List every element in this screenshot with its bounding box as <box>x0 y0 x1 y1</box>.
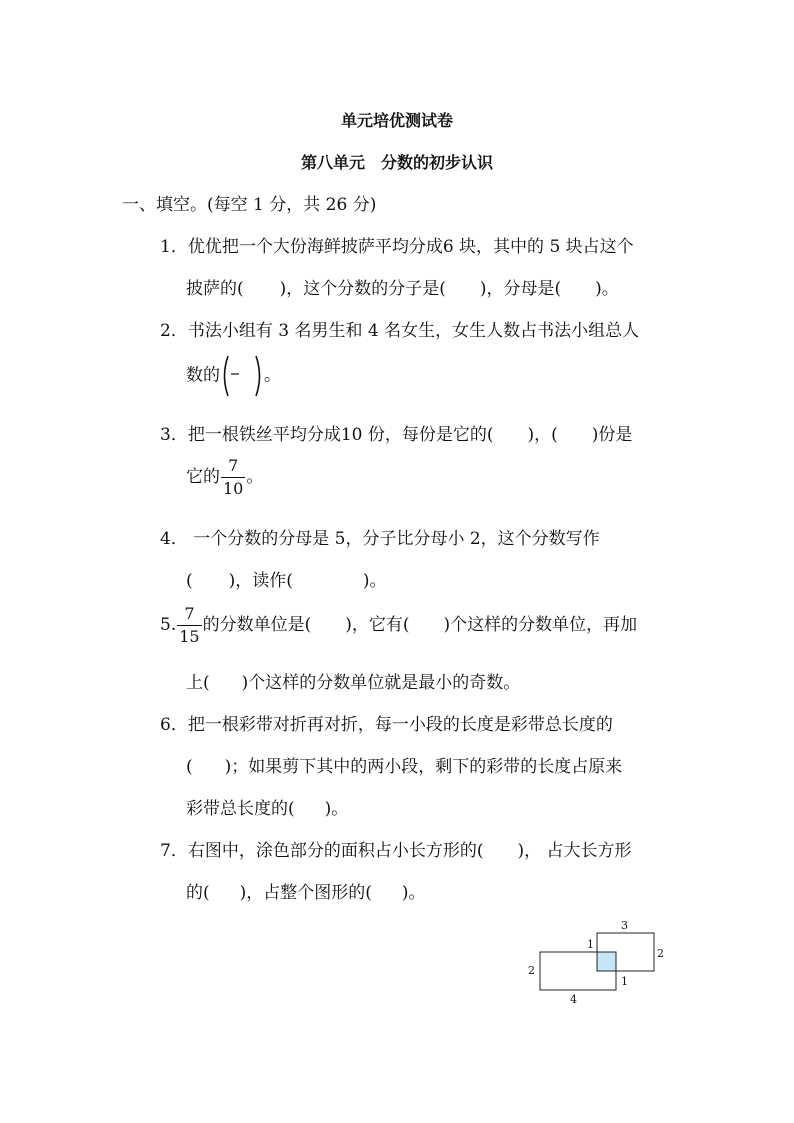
question-text: 的分数单位是( <box>202 615 312 635</box>
shaded-overlap-region <box>597 952 616 971</box>
question-text: ( <box>186 571 193 591</box>
question-text: 数的 <box>186 365 220 386</box>
question-text: 书法小组有 3 名男生和 4 名女生，女生人数占书法小组总人 <box>187 321 640 341</box>
fraction-answer-blank[interactable] <box>220 354 264 398</box>
question-4-line-1 <box>160 524 600 549</box>
question-text: 披萨的( <box>186 279 244 299</box>
question-text: )，占整个图形的( <box>239 883 372 903</box>
question-text: 优优把一个大份海鲜披萨平均分成6 块，其中的 5 块占这个 <box>187 237 634 257</box>
question-text: 上( <box>186 673 210 693</box>
question-text: 右图中，涂色部分的面积占小长方形的( <box>187 841 484 861</box>
question-text: 。 <box>246 467 264 487</box>
question-1-line-1 <box>160 232 634 257</box>
question-text: )。 <box>401 883 426 903</box>
question-text: )；如果剪下其中的两小段，剩下的彩带的长度占原来 <box>224 757 623 777</box>
question-text: 彩带总长度的( <box>186 799 295 819</box>
fraction-denominator: 15 <box>179 627 200 646</box>
rectangle-figure <box>522 915 672 1010</box>
question-5-line-1 <box>160 606 637 645</box>
question-text: )，( <box>527 425 558 445</box>
question-text: )，这个分数的分子是( <box>279 279 446 299</box>
question-number: 2． <box>160 321 188 341</box>
label-big-left: 2 <box>528 964 535 977</box>
question-number: 5. <box>160 615 177 635</box>
question-1-line-2 <box>186 274 619 299</box>
question-6-line-2 <box>186 752 622 777</box>
question-6-line-3 <box>186 794 348 819</box>
question-7-line-2 <box>186 878 426 903</box>
question-text: )。 <box>324 799 349 819</box>
question-text: )， 占大长方形 <box>517 841 632 861</box>
question-3-line-2 <box>186 458 263 497</box>
question-number: 1． <box>160 237 188 257</box>
fraction-numerator: 7 <box>184 604 195 623</box>
fraction-denominator: 10 <box>223 479 244 498</box>
section-heading: 一、填空。(每空 1 分，共 26 分) <box>122 195 377 215</box>
question-text: )。 <box>595 279 619 299</box>
question-text: 一个分数的分母是 5，分子比分母小 2，这个分数写作 <box>187 529 600 549</box>
fraction-numerator: 7 <box>228 456 239 475</box>
question-text: )个这样的分数单位，再加 <box>443 615 638 635</box>
fraction <box>177 606 201 645</box>
question-5-line-2 <box>186 668 520 693</box>
question-text: )，它有( <box>345 615 410 635</box>
label-small-top: 3 <box>621 919 628 932</box>
question-text: 它的 <box>186 467 220 487</box>
question-number: 7． <box>160 841 188 861</box>
question-text: )，读作( <box>228 571 293 591</box>
label-overlap-bottom: 1 <box>621 975 628 988</box>
question-2-line-2 <box>186 354 281 398</box>
question-text: )，分母是( <box>479 279 562 299</box>
question-3-line-1 <box>160 420 632 445</box>
fraction <box>221 458 245 497</box>
question-text: 把一根彩带对折再对折，每一小段的长度是彩带总长度的 <box>187 715 613 735</box>
question-text: 。 <box>264 365 281 386</box>
question-text: )份是 <box>591 425 633 445</box>
page-title: 单元培优测试卷 <box>340 111 453 130</box>
question-6-line-1 <box>160 710 613 735</box>
question-2-line-1 <box>160 316 639 341</box>
label-small-right: 2 <box>657 947 664 960</box>
label-overlap-left: 1 <box>587 938 594 951</box>
unit-subtitle: 第八单元 分数的初步认识 <box>300 153 493 172</box>
question-number: 4． <box>160 529 188 549</box>
question-text: 的( <box>186 883 210 903</box>
label-big-bottom: 4 <box>570 993 577 1006</box>
question-4-line-2 <box>186 566 387 591</box>
question-text: ( <box>186 757 193 777</box>
question-text: 把一根铁丝平均分成10 份，每份是它的( <box>187 425 494 445</box>
question-7-line-1 <box>160 836 632 861</box>
question-number: 3． <box>160 425 188 445</box>
question-text: )。 <box>362 571 387 591</box>
question-number: 6． <box>160 715 188 735</box>
question-text: )个这样的分数单位就是最小的奇数。 <box>241 673 521 693</box>
